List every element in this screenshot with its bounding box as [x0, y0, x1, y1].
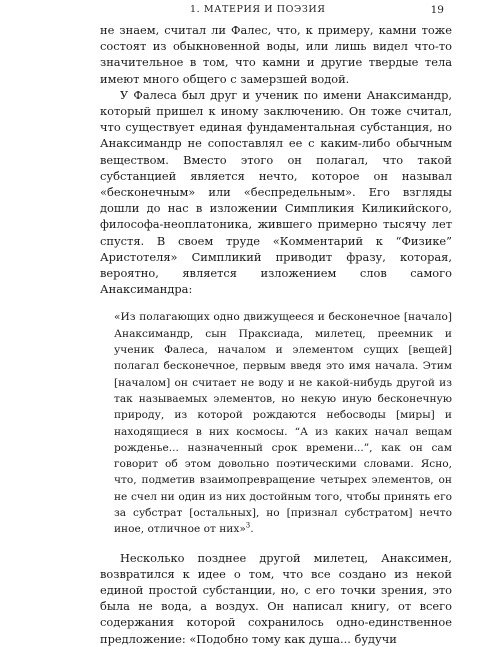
paragraph-2: У Фалеса был друг и ученик по имени Анаксимандр, который пришел к иному заключению. Он тоже считал, что существует единая фундаментальная субстанция, но Анаксимандр не сопоставлял ее с каким-либо обычным веществом. Вместо этого он полагал, что такой субстанцией является нечто, которое он называл «бесконечным» или «беспредельным». Его взгляды дошли до нас в изложении Симпликия Киликийского, философа-неоплатоника, жившего примерно тысячу лет спустя. В своем труде «Комментарий к “Физике” Аристотеля» Симпликий приводит фразу, которая, вероятно, является изложением слов самого Анаксимандра: — [100, 87, 452, 297]
paragraph-3: Несколько позднее другой милетец, Анаксимен, возвратился к идее о том, что все создано из некой единой простой субстанции, но, с его точки зрения, это была не вода, а воздух. Он написал книгу, от всего содержания которой сохранилось одно-единственное предложение: «Подобно тому как душа... будучи — [100, 550, 452, 646]
running-head: 1. МАТЕРИЯ И ПОЭЗИЯ — [190, 4, 326, 15]
page-number: 19 — [430, 4, 444, 16]
quote-text: «Из полагающих одно движущееся и бесконечное [начало] Анаксимандр, сын Праксиада, милетец, преемник и ученик Фалеса, началом и элементом сущих [вещей] полагал бесконечное, первым введя это имя начала. Этим [началом] он считает не воду и не какой-нибудь другой из так называемых элементов, но некую иную бесконечную природу, из которой рождаются небосводы [миры] и находящиеся в них космосы. “А из каких начал вещам рожденье... назначенный срок времени...”, как он сам говорит об этом довольно поэтическими словами. Ясно, что, подметив взаимопревращение четырех элементов, он не счел ни один из них достойным того, чтобы принять его за субстрат [остальных], но [признал субстратом] нечто иное, отличное от них»$^3$. — [114, 311, 452, 536]
paragraph-1: не знаем, считал ли Фалес, что, к примеру, камни тоже состоят из обыкновенной воды, или лишь видел что-то значительное в том, что камни и другие твердые тела имеют много общего с замерзшей водой. — [100, 23, 452, 86]
block-quote — [114, 309, 452, 537]
footnote-marker[interactable]: 3 — [245, 521, 251, 530]
quote-body: «Из полагающих одно движущееся и бесконечное [начало] Анаксимандр, сын Праксиада, милетец, преемник и ученик Фалеса, началом и элементом сущих [вещей] полагал бесконечное, первым введя это имя начала. Этим [началом] он считает не воду и не какой-нибудь другой из так называемых элементов, но некую иную бесконечную природу, из которой рождаются небосводы [миры] и находящиеся в них космосы. “А из каких начал вещам рожденье... назначенный срок времени...”, как он сам говорит об этом довольно поэтическими словами. Ясно, что, подметив взаимопревращение четырех элементов, он не счел ни один из них достойным того, чтобы принять его за субстрат [остальных], но [признал субстратом] нечто иное, отличное от них» — [114, 311, 452, 536]
body-text — [100, 22, 452, 647]
